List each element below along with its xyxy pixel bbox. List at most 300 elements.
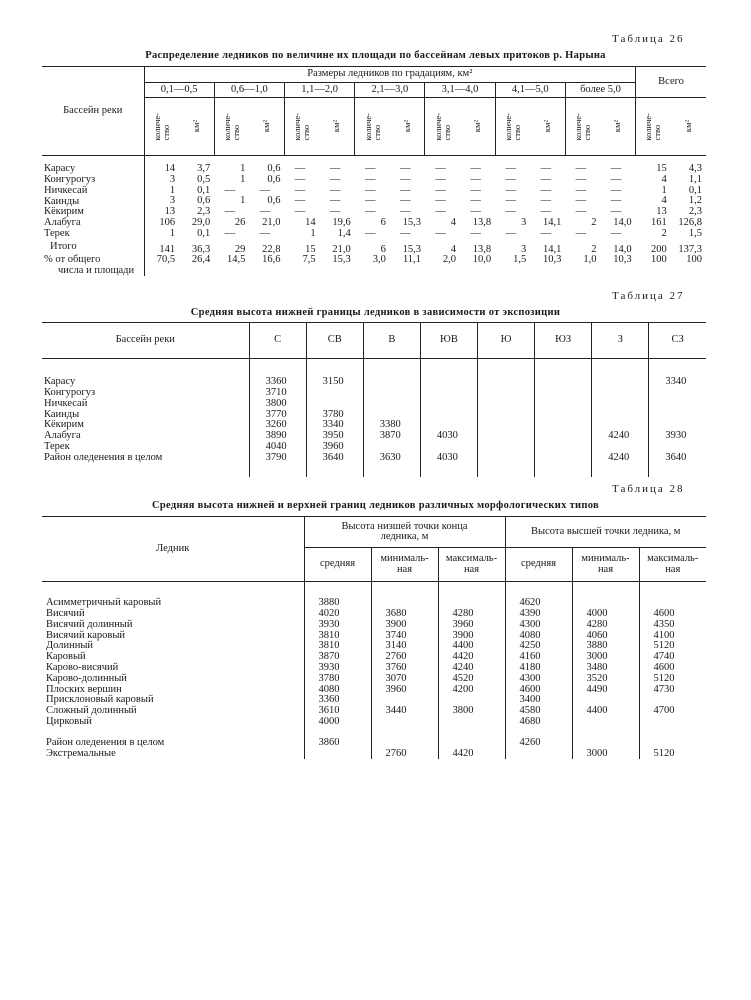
table26-cell: 13 — [164, 206, 176, 218]
table26-count-header — [565, 98, 600, 156]
table27-cell — [535, 442, 592, 453]
table27-cell — [649, 409, 706, 420]
table26-cell: 0,1 — [197, 227, 211, 239]
table28-cell — [438, 582, 505, 609]
table28-cell — [639, 582, 706, 609]
table26-range-header: 3,1—4,0 — [425, 83, 495, 98]
table28-cell — [639, 717, 706, 728]
table27-cell: 3630 — [363, 453, 420, 477]
table27-cell — [535, 453, 592, 477]
table27-cell: 3890 — [249, 431, 306, 442]
table26-subheader-text: количе- ство — [643, 112, 663, 141]
table28-subheader: максималь- ная — [438, 548, 505, 582]
table26-subheader-text: км² — [682, 120, 693, 133]
table27-cell — [649, 399, 706, 410]
table26-row-name — [42, 156, 144, 175]
table26-row-name-text: Кёкирим — [44, 206, 84, 218]
table26-cell: — — [505, 227, 516, 239]
table28-cell: 3000 — [572, 748, 639, 759]
table28-cell: 3810 — [318, 629, 340, 641]
table27-cell: 4040 — [249, 442, 306, 453]
table28-cell: 3930 — [318, 661, 340, 673]
table28-cell: 3780 — [318, 672, 340, 684]
table26-total-header: Всего — [636, 67, 706, 98]
table28-cell — [639, 728, 706, 749]
table26-cell: — — [224, 227, 236, 239]
table26-area-header — [179, 98, 214, 156]
table26-cell: 14 — [305, 216, 316, 228]
table27-cell: 3710 — [249, 388, 306, 399]
table27-label: Таблица 27 — [612, 290, 685, 302]
table28-cell: 4730 — [639, 684, 706, 695]
table26-cell: — — [224, 184, 236, 196]
table28-cell — [371, 717, 438, 728]
table26-cell: — — [224, 206, 236, 218]
table26-cell: 14,0 — [613, 216, 632, 228]
table26-cell: — — [365, 173, 376, 185]
table26-subheader-text: количе- ство — [292, 112, 312, 141]
table27-cell — [306, 388, 363, 399]
table27-cell: 3360 — [249, 359, 306, 388]
table26-cell: 137,3 — [678, 243, 702, 255]
table27-cell: 3150 — [306, 359, 363, 388]
table28-cell: 4520 — [438, 674, 505, 685]
table26-cell: 16,6 — [262, 254, 281, 266]
table27-cell — [535, 420, 592, 431]
table27-cell — [592, 359, 649, 388]
table28-row — [42, 582, 706, 609]
table26-cell: 10,0 — [472, 254, 492, 266]
table26-cell: — — [259, 206, 271, 218]
table26-cell: 1,1 — [688, 173, 702, 185]
table26-cell: 19,6 — [332, 216, 351, 228]
table28-cell: 4020 — [318, 607, 340, 619]
table27-cell — [478, 388, 535, 399]
table28-cell: 3960 — [438, 620, 505, 631]
table26-cell: — — [610, 184, 622, 196]
table28-cell: 3880 — [572, 641, 639, 652]
table26-cell: 4 — [450, 243, 457, 255]
table26-cell: — — [540, 206, 552, 218]
table26-row — [42, 175, 706, 186]
table28-cell: 3360 — [318, 694, 340, 706]
table27-cell — [535, 409, 592, 420]
table26-cell: 14,1 — [543, 243, 562, 255]
table26-cell: 6 — [380, 243, 386, 255]
table27-cell — [592, 399, 649, 410]
table26-subheader-text: количе- ство — [573, 112, 593, 141]
table26-cell: 10,3 — [543, 254, 562, 266]
table26-area-header — [671, 98, 706, 156]
table28-cell: 5120 — [639, 674, 706, 685]
table27-row-name: Алабуга — [42, 431, 249, 442]
table27-cell: 3930 — [665, 430, 687, 442]
table27-cell — [478, 453, 535, 477]
table28-cell: 4400 — [572, 706, 639, 717]
table27-cell — [535, 388, 592, 399]
table26-cell: 10,3 — [613, 254, 632, 266]
table26-count-header — [285, 98, 320, 156]
table26-cell: — — [540, 173, 552, 185]
table26-cell: — — [610, 173, 622, 185]
table26-row-name-text: Каинды — [44, 195, 80, 207]
table26-cell: 1,5 — [688, 227, 702, 239]
table26-row-name-cont: числа и площади — [58, 264, 135, 276]
table28-cell: 3480 — [572, 663, 639, 674]
table26-cell: 15,3 — [402, 216, 421, 228]
table28-cell: 3140 — [371, 641, 438, 652]
table28-cell: 4420 — [438, 652, 505, 663]
table28-cell: 3860 — [318, 736, 340, 748]
table28-row — [42, 609, 706, 620]
table26-cell: — — [400, 206, 411, 218]
table28-cell: 3960 — [371, 684, 438, 695]
table26-subheader-text: км² — [542, 120, 553, 133]
table28-cell: 4280 — [438, 609, 505, 620]
table26-cell: — — [435, 195, 446, 207]
table27-row-name: Каинды — [42, 409, 249, 420]
table28-cell: 4250 — [505, 641, 572, 652]
table26-cell: 126,8 — [678, 216, 702, 228]
table28-cell: 4240 — [438, 663, 505, 674]
table26-cell: — — [505, 173, 516, 185]
table26-row-name — [42, 186, 144, 197]
table28-cell — [505, 748, 572, 759]
table27-cell — [478, 431, 535, 442]
table26-cell: 0,6 — [267, 173, 281, 185]
table26-cell: — — [575, 163, 587, 174]
table27-cell — [420, 409, 477, 420]
table26-cell: — — [470, 163, 481, 174]
table26-cell: 15,3 — [402, 243, 421, 255]
table26-cell: 4 — [661, 173, 667, 185]
table26-cell: 3 — [521, 243, 527, 255]
table27-cell — [420, 442, 477, 453]
table26-cell: 0,5 — [197, 173, 211, 185]
table26-row — [42, 229, 706, 240]
table28-cell: 3610 — [318, 705, 340, 717]
table28-cell: 4580 — [505, 706, 572, 717]
table26-cell: — — [329, 184, 341, 196]
table27-cell — [420, 388, 477, 399]
table26-cell: 200 — [650, 243, 667, 255]
table26-cell: — — [400, 163, 411, 174]
table26-cell: — — [505, 195, 516, 207]
table26-cell: 14,1 — [543, 216, 562, 228]
table26-cell: — — [365, 184, 376, 196]
table26-subheader-text: км² — [401, 120, 412, 133]
table26-cell: 1,0 — [583, 254, 597, 266]
table27-row — [42, 359, 706, 388]
table26-group-header: Размеры ледников по градациям, км² — [144, 67, 636, 83]
table27-cell — [592, 388, 649, 399]
table28-row-name: Район оледенения в целом — [42, 728, 304, 749]
table26-cell: 13,8 — [472, 216, 492, 228]
table26-cell: — — [294, 184, 306, 196]
table26-cell: 1 — [169, 227, 176, 239]
table28-row-name: Сложный долинный — [42, 706, 304, 717]
table26-count-header — [425, 98, 460, 156]
table27-cell — [478, 442, 535, 453]
table27-cell — [649, 388, 706, 399]
table27-cell — [592, 409, 649, 420]
table26-count-header — [636, 98, 671, 156]
table26-cell: — — [365, 195, 376, 207]
table27 — [42, 322, 706, 477]
table26-cell: — — [435, 173, 446, 185]
table26-cell: — — [365, 227, 376, 239]
table26-cell: 2,3 — [688, 206, 702, 218]
table26-cell: 0,6 — [197, 195, 211, 207]
table26-cell: 15,3 — [332, 254, 351, 266]
table28-stub-header: Ледник — [42, 517, 304, 582]
table26-cell: — — [294, 163, 306, 174]
table26-cell: 26 — [234, 216, 246, 228]
table26 — [42, 66, 706, 276]
table26-cell: — — [400, 173, 411, 185]
table26-cell: 70,5 — [156, 254, 176, 266]
table28-row — [42, 748, 706, 759]
table26-cell: 100 — [686, 254, 702, 266]
table26-cell: 2,0 — [442, 254, 457, 266]
table28-cell: 3680 — [371, 609, 438, 620]
table26-count-header — [355, 98, 390, 156]
table26-cell: 1 — [240, 195, 246, 207]
table27-cell — [363, 399, 420, 410]
table27-cell — [535, 359, 592, 388]
table26-cell: — — [435, 184, 446, 196]
table28-cell: 3800 — [438, 706, 505, 717]
table28-group-high: Высота высшей точки ледника, м — [505, 517, 706, 548]
table26-cell: — — [294, 195, 306, 207]
table26-area-header — [530, 98, 565, 156]
table26-row — [42, 255, 706, 276]
table26-cell: 14,0 — [613, 243, 632, 255]
table26-cell: 29 — [234, 243, 246, 255]
table28-subheader: средняя — [505, 548, 572, 582]
table28-row — [42, 674, 706, 685]
table28-cell: 4680 — [505, 717, 572, 728]
table26-cell: — — [400, 195, 411, 207]
table28-cell: 3880 — [318, 597, 340, 609]
table28-cell — [304, 748, 371, 759]
table27-title: Средняя высота нижней границы ледников в зависимости от экспозиции — [190, 307, 561, 318]
table28-row-name: Каровый — [42, 652, 304, 663]
table28-cell: 3810 — [318, 640, 340, 652]
table26-cell: — — [505, 163, 516, 174]
table27-row-name: Карасу — [42, 359, 249, 388]
table28-subheader: минималь- ная — [572, 548, 639, 582]
table26-cell: — — [575, 195, 587, 207]
table28-row-name: Висячий каровый — [42, 630, 304, 641]
table28-row-name: Присклоновый каровый — [42, 695, 304, 706]
table26-cell: — — [575, 173, 587, 185]
table27-cell — [363, 388, 420, 399]
table26-subheader-text: км² — [471, 120, 482, 133]
table26-subheader-text: количе- ство — [362, 112, 382, 141]
table26-subheader-text: количе- ство — [222, 112, 242, 141]
table26-cell: 6 — [380, 216, 386, 228]
table26-cell: — — [365, 206, 376, 218]
table26-cell: — — [540, 163, 552, 174]
table26-count-header — [144, 98, 179, 156]
table27-cell — [478, 420, 535, 431]
table26-cell: — — [259, 184, 271, 196]
table28-cell: 4740 — [639, 652, 706, 663]
table26-cell: — — [435, 206, 446, 218]
table26-row-name — [42, 175, 144, 186]
table26-row — [42, 156, 706, 175]
table27-cell: 3340 — [665, 376, 687, 388]
table26-row-name — [42, 255, 144, 276]
table28-cell: 4100 — [639, 630, 706, 641]
table28-cell: 3440 — [371, 706, 438, 717]
table27-cell: 3960 — [306, 442, 363, 453]
table26-row — [42, 240, 706, 256]
table26-cell: 13,8 — [472, 243, 492, 255]
table28-row-name: Висячий — [42, 609, 304, 620]
table26-cell: 1 — [169, 184, 176, 196]
table26-row-name-text: Карасу — [44, 163, 76, 175]
table26-row-name-text: Алабуга — [44, 217, 81, 229]
table28-cell: 4080 — [505, 630, 572, 641]
table26-cell: 3 — [521, 216, 527, 228]
table27-stub-header: Бассейн реки — [42, 323, 249, 359]
table28-cell — [572, 728, 639, 749]
table27-row — [42, 388, 706, 399]
table28-cell: 4000 — [572, 609, 639, 620]
table26-cell: 3,7 — [197, 163, 211, 174]
table27-row — [42, 399, 706, 410]
table28-cell: 4390 — [505, 609, 572, 620]
table27-cell — [535, 399, 592, 410]
table26-row-name-text: % от общего — [44, 254, 101, 266]
table26-cell: 36,3 — [191, 243, 211, 255]
table26-subheader-text: количе- ство — [502, 112, 522, 141]
table26-cell: 1,5 — [513, 254, 527, 266]
table26-label: Таблица 26 — [612, 33, 685, 45]
table26-cell: 3,0 — [372, 254, 386, 266]
table28-cell: 4620 — [505, 582, 572, 609]
table28-row — [42, 717, 706, 728]
table27-row-name: Ничкесай — [42, 399, 249, 410]
table27-cell — [478, 359, 535, 388]
table26-row-name-text: Терек — [44, 227, 70, 239]
table26-cell: 0,1 — [197, 184, 211, 196]
table28-cell: 4600 — [505, 684, 572, 695]
table26-area-header — [390, 98, 425, 156]
table26-row-name-text: Итого — [50, 241, 77, 253]
table27-cell — [420, 359, 477, 388]
table27-cell: 3640 — [306, 453, 363, 477]
table26-cell: — — [400, 184, 411, 196]
table28-cell: 5120 — [639, 641, 706, 652]
table26-cell: — — [575, 227, 587, 239]
table26-cell: 2 — [661, 227, 667, 239]
table28-row-name: Долинный — [42, 641, 304, 652]
table28-row-name: Висячий долинный — [42, 620, 304, 631]
table27-cell: 3950 — [306, 431, 363, 442]
table26-cell: — — [470, 227, 481, 239]
table26-cell: 22,8 — [262, 243, 281, 255]
table26-row-name — [42, 229, 144, 240]
table26-cell: 14 — [164, 163, 176, 174]
table27-row — [42, 409, 706, 420]
table27-row-name: Конгурогуз — [42, 388, 249, 399]
table28-group-low: Высота низшей точки конца ледника, м — [304, 517, 505, 548]
table26-cell: — — [540, 227, 552, 239]
table28-row-name: Плоских вершин — [42, 684, 304, 695]
table28-subheader: средняя — [319, 558, 356, 570]
table26-cell: 7,5 — [302, 254, 316, 266]
table26-cell: 15 — [656, 163, 667, 174]
table26-cell: — — [294, 173, 306, 185]
table27-cell: 3340 — [306, 420, 363, 431]
table26-cell: 100 — [650, 254, 667, 266]
table26-cell: 11,1 — [402, 254, 421, 266]
table27-cell: 4240 — [592, 431, 649, 442]
table26-cell: 29,0 — [191, 216, 211, 228]
table28-cell — [438, 728, 505, 749]
table27-column-header: ЮВ — [420, 323, 477, 359]
table28-cell: 4160 — [505, 652, 572, 663]
table28-cell — [371, 728, 438, 749]
table27-column-header: В — [363, 323, 420, 359]
table26-subheader-text: количе- ство — [151, 112, 171, 141]
table26-cell: 1 — [240, 173, 246, 185]
table28-cell: 4260 — [505, 728, 572, 749]
table26-area-header — [460, 98, 495, 156]
table28-cell: 3870 — [318, 651, 340, 663]
table26-cell: 141 — [159, 243, 176, 255]
table27-row — [42, 431, 706, 442]
table28-cell: 2760 — [371, 748, 438, 759]
table28-cell: 4200 — [438, 684, 505, 695]
table28-row-name: Асимметричный каровый — [42, 582, 304, 609]
table26-cell: 21,0 — [332, 243, 351, 255]
table28-cell: 5120 — [639, 748, 706, 759]
table27-cell: 4030 — [420, 431, 477, 442]
table27-cell — [592, 442, 649, 453]
table26-cell: 0,6 — [267, 163, 281, 174]
table26-subheader-text: количе- ство — [432, 112, 452, 141]
table26-range-header: 0,6—1,0 — [214, 83, 284, 98]
table26-row-name-text: Конгурогуз — [44, 173, 96, 185]
table28-cell: 3900 — [371, 620, 438, 631]
table27-cell — [420, 399, 477, 410]
table26-cell: 161 — [650, 216, 667, 228]
table26-cell: 0,1 — [688, 184, 702, 196]
table26-subheader-text: км² — [331, 120, 342, 133]
table26-count-header — [495, 98, 530, 156]
table28 — [42, 516, 706, 759]
table26-range-header: более 5,0 — [565, 83, 635, 98]
table28-cell — [572, 582, 639, 609]
table28-cell: 4600 — [639, 663, 706, 674]
table28-cell: 4000 — [318, 715, 340, 727]
table27-column-header: С — [249, 323, 306, 359]
table26-cell: — — [470, 184, 481, 196]
table28-cell: 4060 — [572, 630, 639, 641]
table27-cell — [649, 442, 706, 453]
table26-cell: — — [505, 184, 516, 196]
table27-row-name: Район оледенения в целом — [42, 453, 249, 477]
table28-cell — [371, 582, 438, 609]
table26-cell: — — [505, 206, 516, 218]
table26-subheader-text: км² — [190, 120, 201, 133]
table28-cell: 3520 — [572, 674, 639, 685]
table26-cell: — — [329, 195, 341, 207]
